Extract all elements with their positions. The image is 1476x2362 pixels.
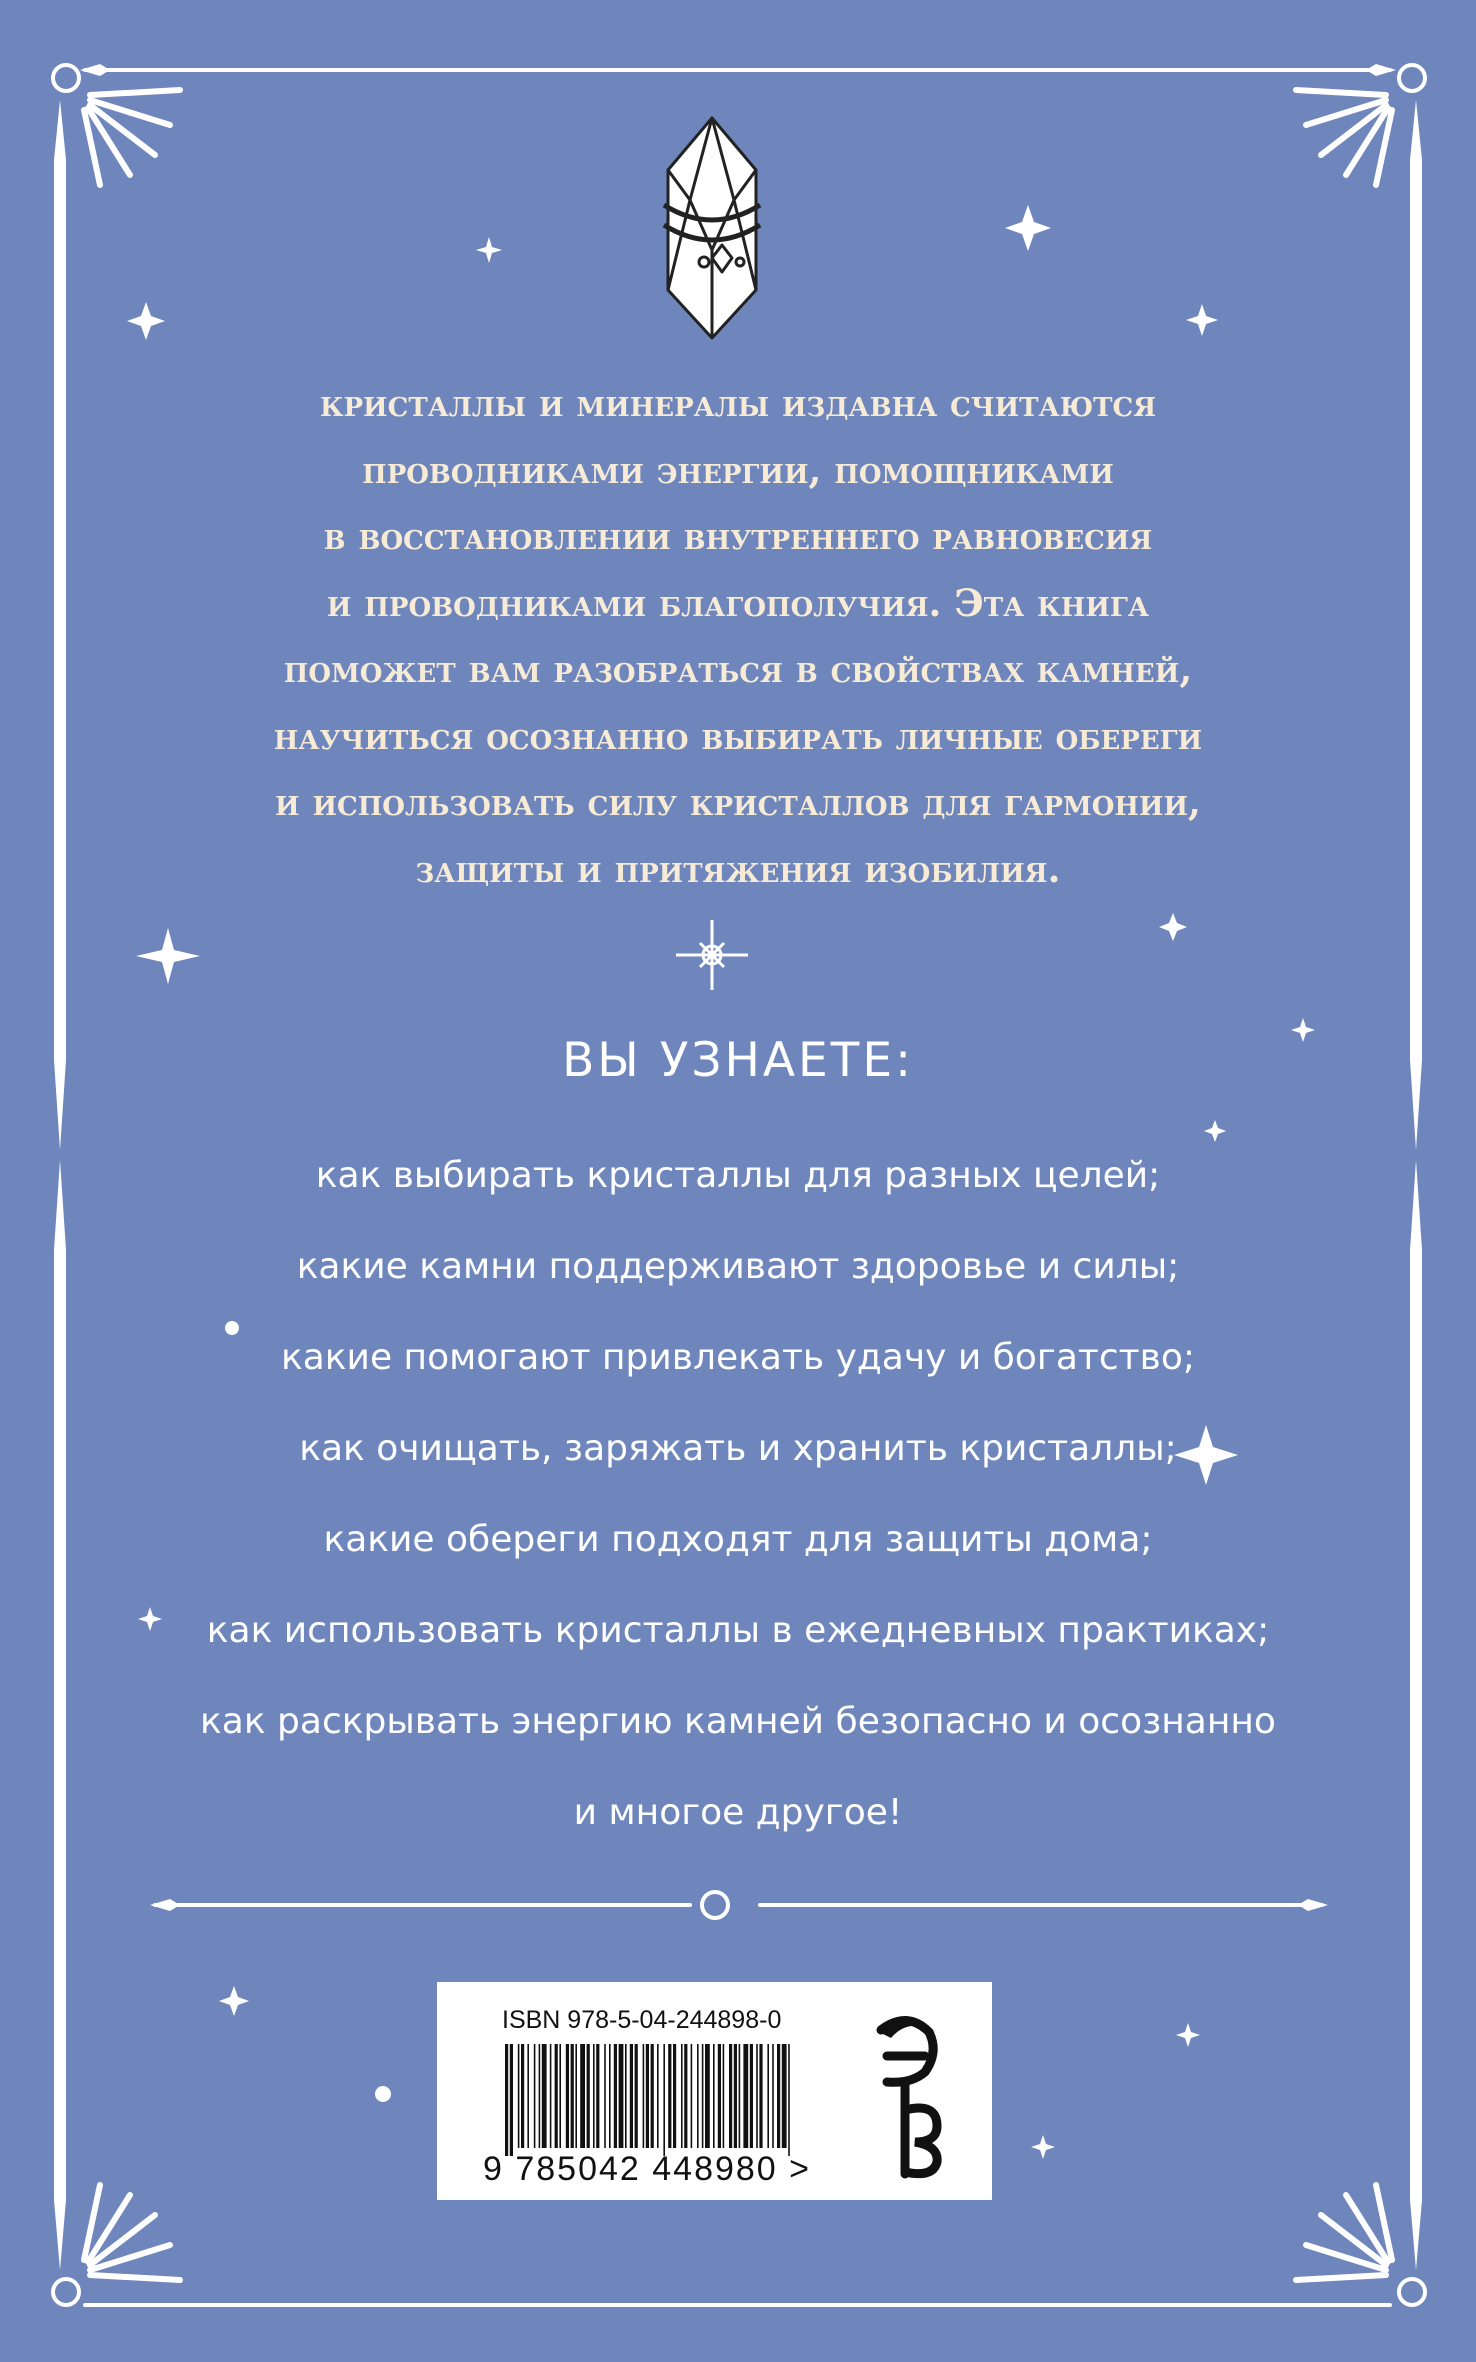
intro-line: проводниками энергии, помощниками (362, 447, 1114, 492)
star-icon (1176, 2023, 1200, 2047)
list-item: как раскрывать энергию камней безопасно и осознанно (200, 1701, 1276, 1742)
corner-rays-top-right (1296, 90, 1392, 185)
eksmo-logo-icon (867, 2002, 947, 2182)
isbn-text: ISBN 978-5-04-244898-0 (502, 2006, 782, 2034)
corner-ring-bottom-left (53, 2279, 79, 2305)
star-icon (127, 302, 165, 340)
sparkle-icon (676, 920, 748, 990)
star-icon (1186, 304, 1218, 336)
corner-ring-top-right (1399, 65, 1425, 91)
list-item: как использовать кристаллы в ежедневных практиках; (206, 1610, 1270, 1651)
intro-paragraph (120, 370, 1356, 902)
dot-star-icon (375, 2086, 391, 2102)
intro-line: научиться осознанно выбирать личные обереги (273, 713, 1203, 758)
corner-rays-bottom-left (84, 2185, 180, 2280)
star-icon (476, 237, 502, 263)
list-item: и многое другое! (573, 1792, 903, 1833)
star-icon (136, 928, 200, 984)
intro-line: поможет вам разобраться в свойствах камней, (283, 647, 1193, 691)
barcode-box (437, 1982, 992, 2200)
frame-right-lower (1410, 1160, 1422, 2270)
barcode-icon (505, 2044, 791, 2156)
intro-line: защиты и притяжения изобилия. (415, 846, 1061, 891)
frame-left-lower (54, 1160, 66, 2270)
divider-ring (702, 1892, 728, 1918)
learn-heading: ВЫ УЗНАЕТЕ: (562, 1033, 914, 1088)
star-icon (1031, 2135, 1055, 2159)
divider-end-left (150, 1899, 180, 1911)
corner-ring-top-left (53, 65, 79, 91)
list-item: какие камни поддерживают здоровье и силы; (296, 1246, 1180, 1287)
intro-line: и проводниками благополучия. Эта книга (326, 580, 1150, 625)
ean-digits: 9 785042 448980 > (483, 2150, 812, 2188)
intro-line: в восстановлении внутреннего равновесия (323, 514, 1153, 558)
frame-right-upper (1410, 100, 1422, 1150)
list-item: как выбирать кристаллы для разных целей; (315, 1155, 1161, 1196)
frame-left-upper (54, 100, 66, 1150)
intro-line: и использовать силу кристаллов для гармонии, (275, 780, 1201, 824)
divider-end-right (1298, 1899, 1328, 1911)
frame-top-end-left (80, 64, 110, 76)
corner-ring-bottom-right (1399, 2279, 1425, 2305)
learn-list (100, 1130, 1376, 1858)
list-item: какие помогают привлекать удачу и богатство; (281, 1337, 1195, 1378)
star-icon (219, 1986, 249, 2016)
list-item: как очищать, заряжать и хранить кристаллы; (299, 1428, 1177, 1469)
crystal-amulet-icon (664, 118, 760, 338)
star-icon (1005, 205, 1051, 251)
intro-line: кристаллы и минералы издавна считаются (319, 381, 1157, 425)
corner-rays-top-left (84, 90, 180, 185)
star-icon (1159, 913, 1187, 941)
corner-rays-bottom-right (1296, 2185, 1392, 2280)
list-item: какие обереги подходят для защиты дома; (323, 1519, 1153, 1560)
frame-top-end-right (1366, 64, 1396, 76)
